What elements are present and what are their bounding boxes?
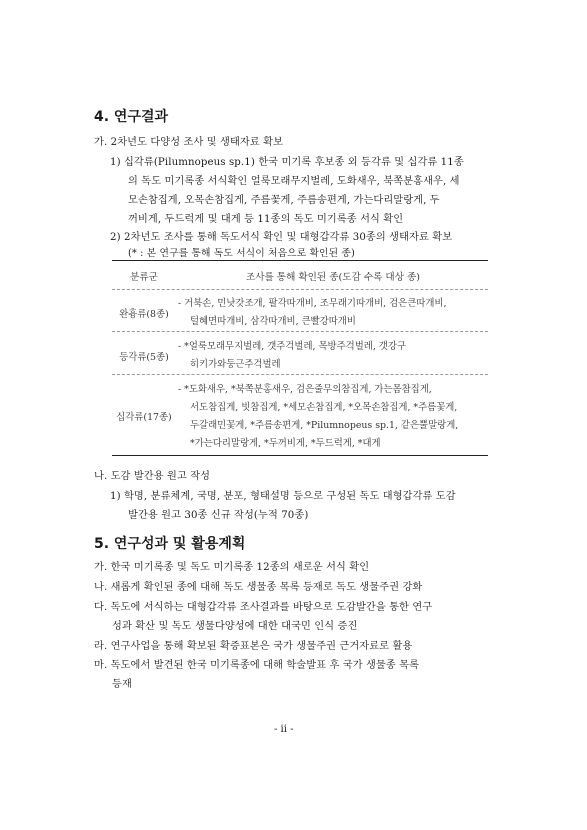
section-5-title: 5. 연구성과 및 활용계획 [94,536,246,552]
table-bottom-rule [112,455,488,456]
sec5-item-ra: 라. 연구사업을 통해 확보된 확증표본은 국가 생물주권 근거자료로 활용 [94,641,413,652]
table-header-divider [112,289,488,290]
table-row-2-group: 등각류(5종) [119,352,169,363]
table-header-group: 분류군 [130,272,158,283]
page-number: - ii - [274,724,294,735]
table-row-3-group: 십각류(17종) [116,412,172,423]
table-row-2-line-2: 히키가와둥근주걱벌레 [190,359,281,370]
sec5-item-ga: 가. 한국 미기록종 및 독도 미기록종 12종의 새로운 서식 확인 [94,562,370,573]
sec5-item-da-line-2: 성과 확산 및 독도 생물다양성에 대한 대국민 인식 증진 [112,621,358,632]
sec5-item-na: 나. 새롭게 확인된 종에 대해 독도 생물종 목록 등재로 독도 생물주권 강화 [94,582,423,593]
table-row-1-group: 완흉류(8종) [119,309,169,320]
table-row-1-line-2: 털혜면따개비, 삼각따개비, 큰빨강따개비 [190,316,356,327]
table-row-3-line-1: - *도화새우, *북쪽분홍새우, 검은줄무의참집게, 가는몸참집게, [178,384,432,395]
table-row-3-line-4: *가는다리말랑게, *두꺼비게, *두드럭게, *대게 [190,438,381,449]
item-2-note: (* : 본 연구를 통해 독도 서식이 처음으로 확인된 종) [128,248,355,259]
section-4-title: 4. 연구결과 [94,109,169,125]
table-row-divider [112,331,488,332]
item-na-line-2: 발간용 원고 30종 신규 작성(누적 70종) [128,510,309,521]
sec5-item-ma-line-2: 등재 [112,679,132,690]
item-1-line-3: 모손참집게, 오목손참집게, 주름꽃게, 주름송편게, 가는다리말랑게, 두 [128,195,440,206]
item-2-line: 2) 2차년도 조사를 통해 독도서식 확인 및 대형갑각류 30종의 생태자료 확보 [110,232,453,243]
item-na-heading: 나. 도감 발간용 원고 작성 [94,471,211,482]
table-row-2-line-1: - *얼룩모래무지벌레, 갯주걱벌레, 목방주걱벌레, 갯강구 [178,341,406,352]
species-table [112,260,488,456]
table-row-1-line-1: - 거북손, 민낫갓조개, 팔각따개비, 조무래기따개비, 검은큰따개비, [178,298,447,309]
item-1-line-1: 1) 십각류(Pilumnopeus sp.1) 한국 미기록 후보종 외 등각류 및 십각류 11종 [110,157,464,168]
table-row-3-line-2: 서도참집게, 빗참집게, *세모손참집게, *오목손참집게, *주름꽃게, [190,402,458,413]
table-row-3-line-3: 두갈래민꽃게, *주름송편게, *Pilumnopeus sp.1, 같은뿔말랑게, [190,420,459,431]
item-1-line-2: 의 독도 미기록종 서식확인 얼룩모래무지벌레, 도화새우, 북쪽분홍새우, 세 [128,176,460,187]
table-top-rule [112,260,488,261]
table-header-species: 조사를 통해 확인된 종(도감 수록 대상 종) [245,272,421,283]
table-row-divider [112,374,488,375]
item-ga-heading: 가. 2차년도 다양성 조사 및 생태자료 확보 [94,137,284,148]
sec5-item-da-line-1: 다. 독도에 서식하는 대형갑각류 조사결과를 바탕으로 도감발간을 통한 연구 [94,602,433,613]
item-1-line-4: 꺼비게, 두드럭게 및 대게 등 11종의 독도 미기록종 서식 확인 [128,214,404,225]
sec5-item-ma-line-1: 마. 독도에서 발견된 한국 미기록종에 대해 학술발표 후 국가 생물종 목록 [94,660,420,671]
item-na-line-1: 1) 학명, 분류체계, 국명, 분포, 형태설명 등으로 구성된 독도 대형갑각류 도감 [110,491,456,502]
